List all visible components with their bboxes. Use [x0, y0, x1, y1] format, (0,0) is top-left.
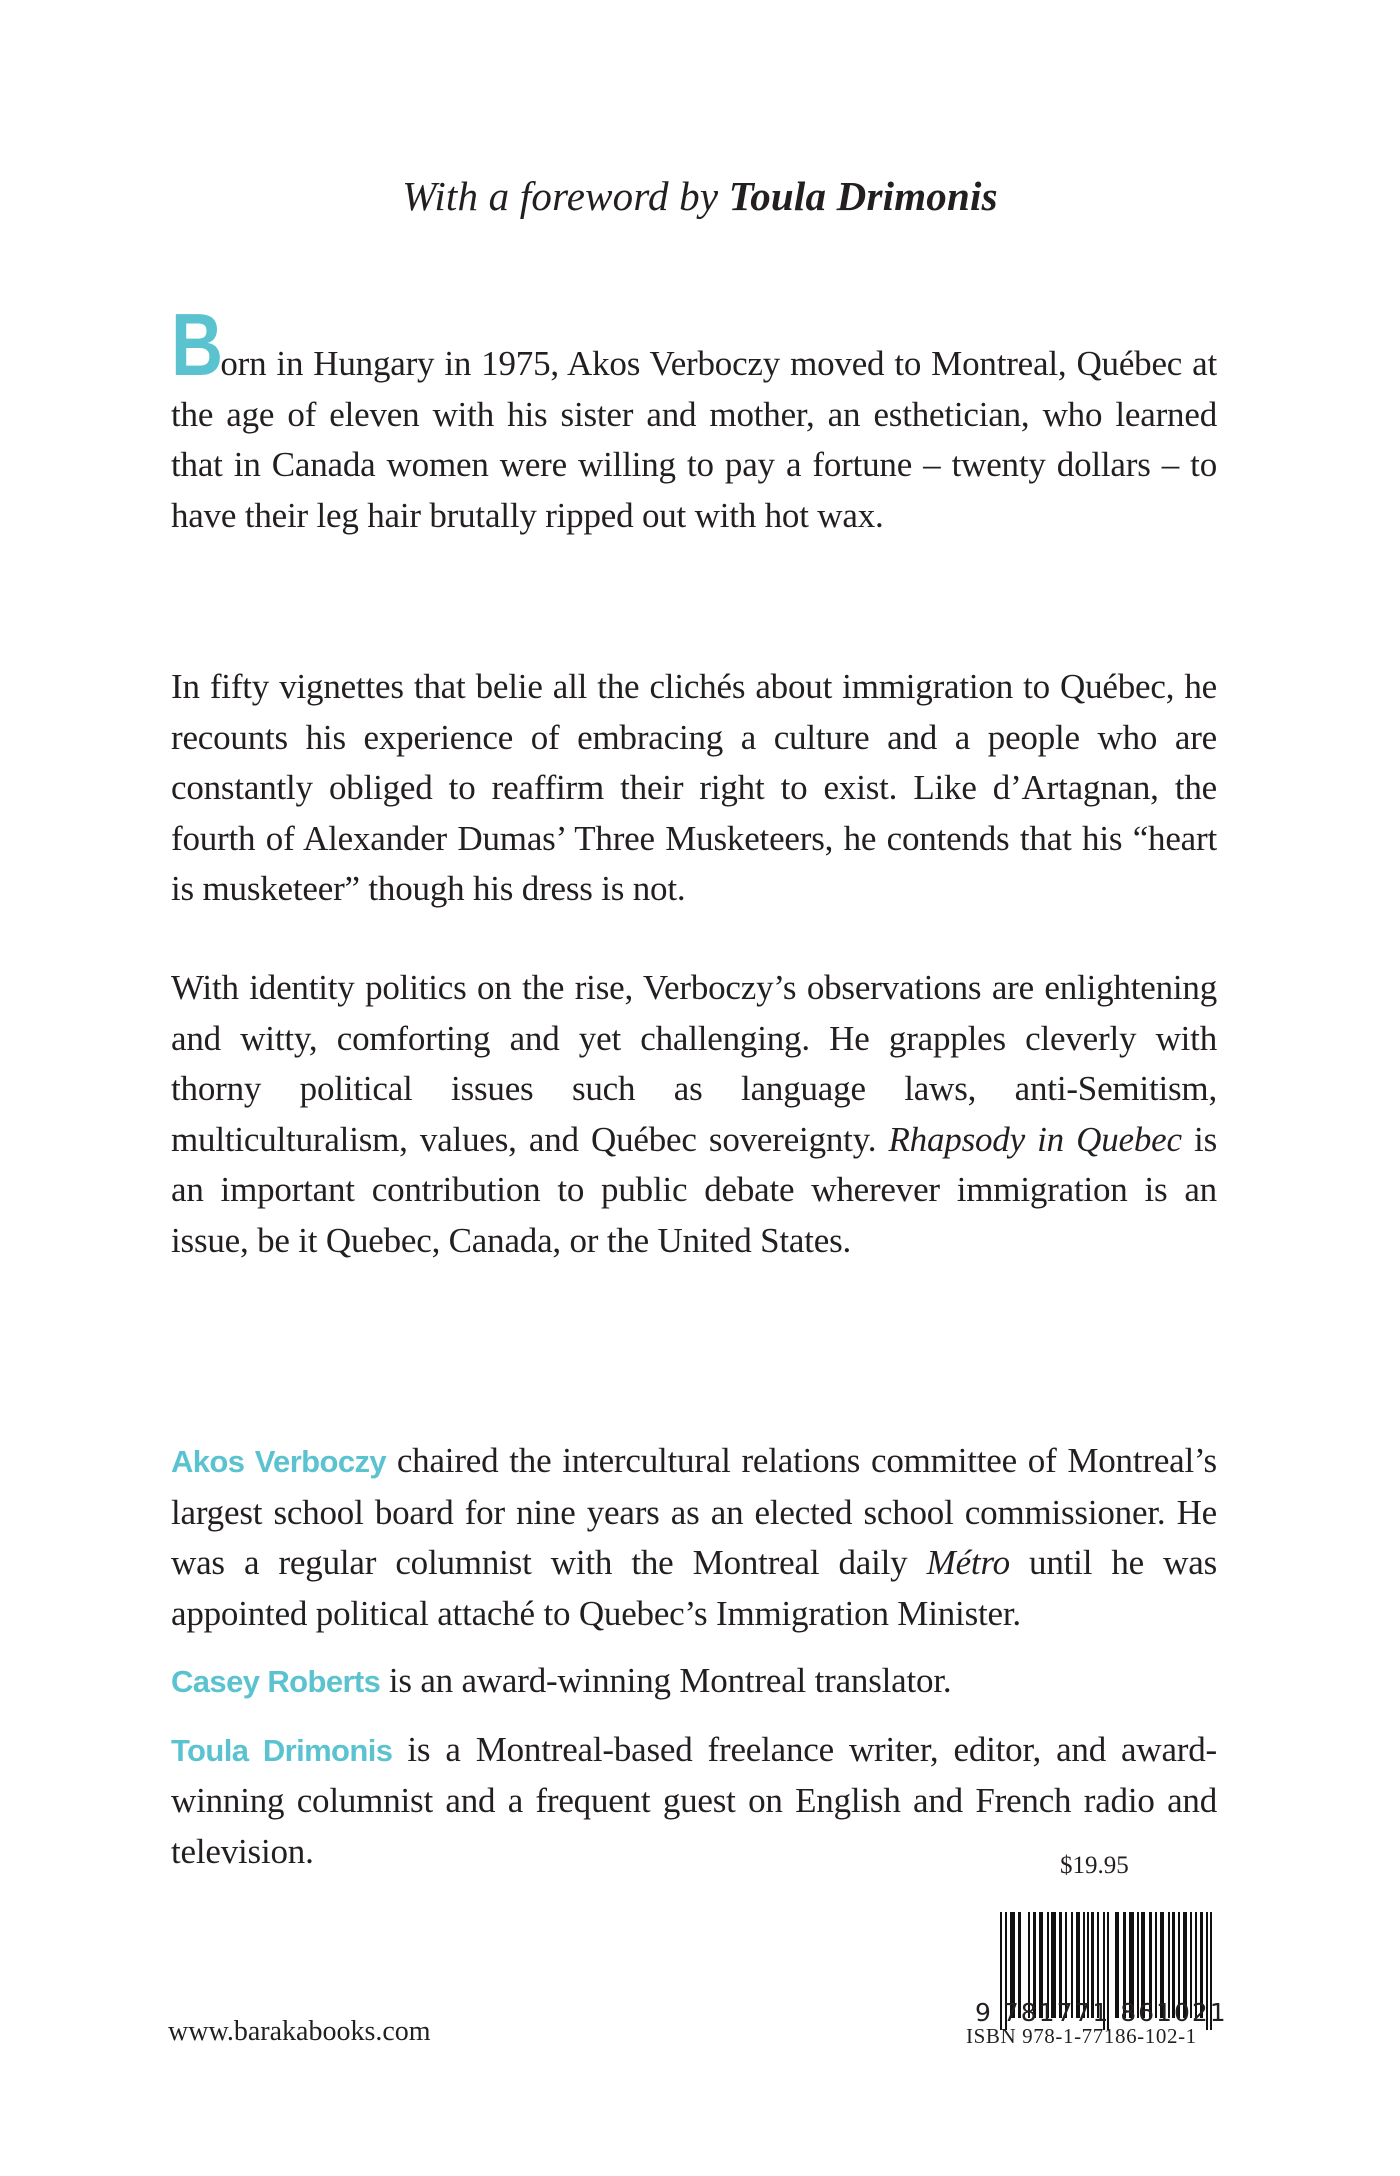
- bio-text: is a Montreal-based freelance writer, editor, and award-winning columnist and a frequent guest on English and French radio and television.: [171, 1729, 1217, 1871]
- publisher-website: www.barakabooks.com: [168, 2016, 431, 2047]
- bio-name: Casey Roberts: [171, 1664, 381, 1699]
- bio-author: [171, 1436, 1217, 1639]
- paragraph-3-before: With identity politics on the rise, Verboczy’s observations are enlightening and witty, comforting and yet challenging. He grapples cleverly with thorny political issues such as language laws, anti-Semitism, multiculturalism, values, and Québec sovereignty.: [171, 968, 1217, 1159]
- bio-text: until he was appointed political attaché to Quebec’s Immigration Minister.: [171, 1543, 1217, 1633]
- blurb-paragraph-2: [171, 662, 1217, 915]
- foreword-prefix: With a foreword by: [402, 173, 729, 219]
- foreword-author: Toula Drimonis: [728, 173, 998, 219]
- bio-translator: [171, 1656, 1217, 1708]
- blurb-paragraph-1: [171, 295, 1217, 541]
- bio-name: Toula Drimonis: [171, 1732, 393, 1768]
- bio-name: Akos Verboczy: [171, 1444, 387, 1479]
- foreword-line: [0, 172, 1400, 220]
- book-title: Rhapsody in Quebec: [888, 1119, 1182, 1159]
- paragraph-3-after: is an important contribution to public debate wherever immigration is an issue, be it Quebec, Canada, or the United States.: [171, 1119, 1217, 1260]
- price: $19.95: [1060, 1852, 1129, 1879]
- paragraph-2-text: In fifty vignettes that belie all the clichés about immigration to Québec, he recounts his experience of embracing a culture and a people who are constantly obliged to reaffirm their right to exist. Like d’Artagnan, the fourth of Alexander Dumas’ Three Musketeers, he contends that his “heart is musketeer” though his dress is not.: [171, 667, 1217, 908]
- bio-text: chaired the intercultural relations committee of Montreal’s largest school board for nine years as an elected school commissioner. He was a regular columnist with the Montreal daily: [171, 1441, 1217, 1582]
- drop-cap: B: [171, 295, 223, 394]
- barcode-digits: 9 781771 861021: [975, 1998, 1228, 2027]
- isbn: ISBN 978-1-77186-102-1: [966, 2024, 1197, 2048]
- bio-text: is an award-winning Montreal translator.: [380, 1661, 952, 1700]
- bios-section: [171, 1436, 1217, 1894]
- blurb-paragraph-3: [171, 963, 1217, 1266]
- newspaper-title: Métro: [926, 1543, 1010, 1582]
- paragraph-1-text: orn in Hungary in 1975, Akos Verboczy moved to Montreal, Québec at the age of eleven with his sister and mother, an esthetician, who learned that in Canada women were willing to pay a fortune – twenty dollars – to have their leg hair brutally ripped out with hot wax.: [171, 344, 1217, 535]
